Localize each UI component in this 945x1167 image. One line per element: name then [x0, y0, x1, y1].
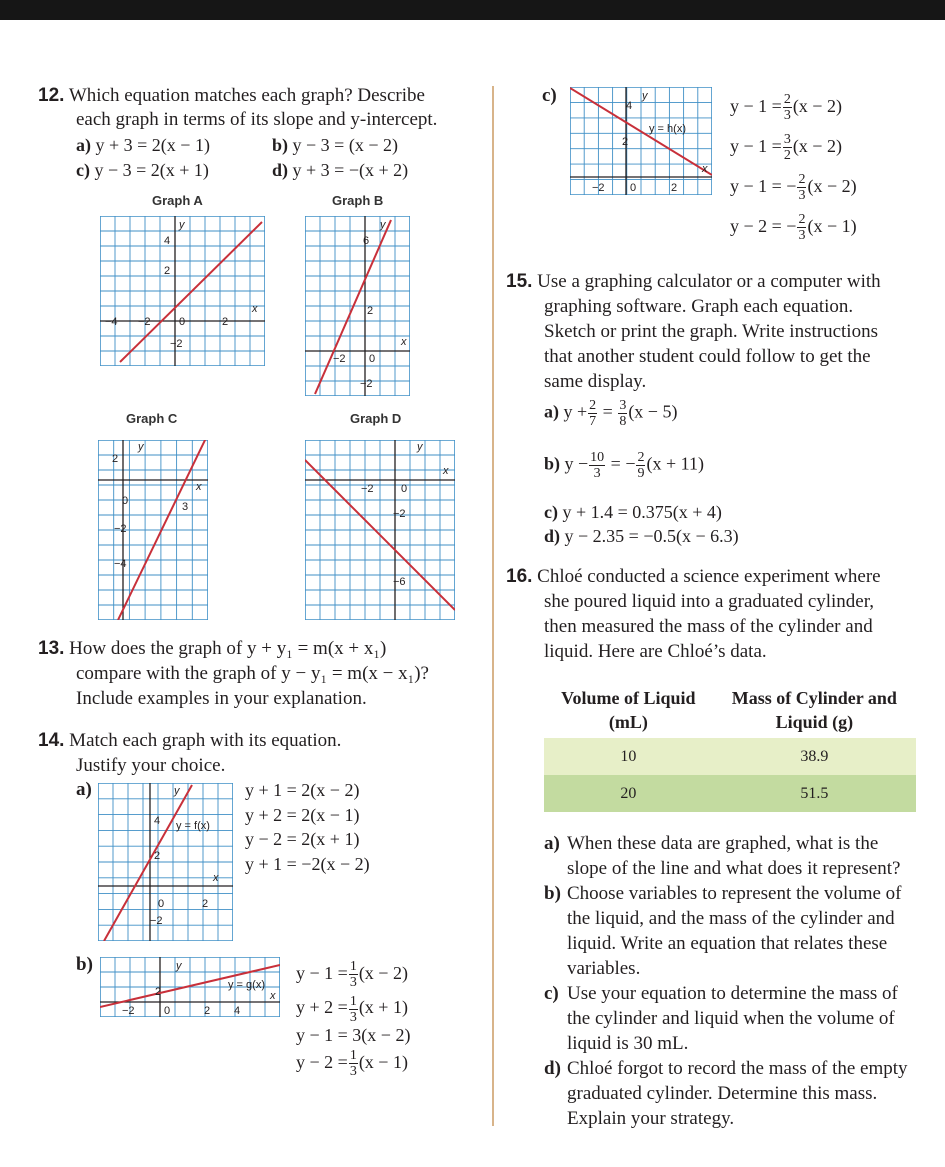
question-text: she poured liquid into a graduated cylinder, — [544, 591, 875, 612]
tick-label: −2 — [361, 483, 374, 495]
tick-label: −2 — [592, 182, 605, 194]
question-text: then measured the mass of the cylinder and — [544, 616, 873, 637]
option-a: a) y + $\frac{2}{7}$ = $\frac{3}{8}$ (x − 5) — [544, 398, 678, 429]
tick-label: 2 — [671, 182, 678, 194]
question-number: 16. — [506, 566, 533, 587]
part-label: a) — [76, 779, 92, 800]
option-c: c) y + 1.4 = 0.375(x + 4) — [544, 502, 722, 522]
tick-label: 0 — [122, 495, 129, 507]
equation-list-14c — [730, 86, 857, 246]
tick-label: −6 — [393, 576, 406, 588]
option-d — [272, 160, 408, 181]
tick-label: 2 — [155, 986, 162, 998]
axis-label-y: y — [642, 90, 648, 102]
fraction: $\frac{1}{3}$ — [349, 993, 357, 1025]
question-14 — [38, 729, 341, 754]
fraction: $\frac{2}{3}$ — [798, 172, 806, 204]
option-c — [76, 160, 209, 181]
axis-label-x: x — [443, 465, 449, 477]
equation-list-14b — [296, 956, 410, 1079]
question-text: each graph in terms of its slope and y-intercept. — [76, 109, 438, 130]
question-text: compare with the graph of y − y₁ = m(x − x₁)? — [76, 663, 429, 684]
equation-choice: y − 2 = 2(x + 1) — [245, 829, 360, 849]
axis-label-y: y — [417, 441, 423, 453]
graph-14a — [98, 783, 233, 941]
equation-choice: y − 1 = $\frac{1}{3}$ (x − 2) — [296, 959, 408, 991]
fraction: $\frac{2}{3}$ — [783, 92, 791, 124]
option-b: b) y − $\frac{10}{3}$ = − $\frac{2}{9}$ (x + 11) — [544, 450, 704, 481]
tick-label: 0 — [630, 182, 637, 194]
axis-label-y: y — [174, 785, 180, 797]
question-text: Chloé conducted a science experiment where — [537, 566, 881, 587]
question-text: Match each graph with its equation. — [69, 730, 342, 751]
part-b: b) Choose variables to represent the volume of the liquid, and the mass of the cylinder and liquid. Write an equation that relates these variables. — [544, 883, 902, 979]
fraction: $\frac{2}{3}$ — [798, 212, 806, 244]
fraction: $\frac{3}{8}$ — [619, 398, 627, 429]
table-row — [544, 738, 916, 775]
top-bar — [0, 0, 945, 20]
tick-label: 4 — [154, 815, 161, 827]
tick-label: 0 — [164, 1005, 171, 1017]
axis-label-y: y — [138, 441, 144, 453]
equation-choice: y − 1 = $\frac{3}{2}$ (x − 2) — [730, 132, 842, 164]
tick-label: 2 — [204, 1005, 211, 1017]
grid — [305, 440, 455, 620]
tick-label: −2 — [333, 353, 346, 365]
fraction: $\frac{10}{3}$ — [590, 450, 605, 481]
question-15 — [506, 270, 881, 295]
axis-label-x: x — [401, 336, 407, 348]
graph-c-title: Graph C — [126, 411, 178, 426]
graph-a — [100, 216, 265, 366]
graph-d — [305, 440, 455, 620]
equation-choice: y − 2 = $\frac{1}{3}$ (x − 1) — [296, 1048, 408, 1080]
option-label: b) — [272, 135, 289, 155]
graph-d-title: Graph D — [350, 411, 402, 426]
tick-label: 2 — [154, 850, 161, 862]
graph-line — [120, 222, 262, 362]
question-text: Include examples in your explanation. — [76, 688, 367, 709]
part-c: c) Use your equation to determine the mass of the cylinder and liquid when the volume of liquid is 30 mL. — [544, 983, 898, 1054]
equation-choice: y − 1 = $\frac{2}{3}$ (x − 2) — [730, 92, 842, 124]
tick-label: 2 — [222, 316, 229, 328]
question-number: 13. — [38, 638, 65, 659]
table-header-row — [544, 682, 916, 738]
question-text: Sketch or print the graph. Write instructions — [544, 321, 878, 342]
equation-choice: y − 2 = − $\frac{2}{3}$ (x − 1) — [730, 212, 857, 244]
function-label: y = g(x) — [228, 979, 265, 991]
tick-label: −2 — [122, 1005, 135, 1017]
tick-label: −2 — [170, 338, 183, 350]
option-label: a) — [76, 135, 91, 155]
question-13 — [38, 637, 386, 662]
tick-label: 0 — [179, 316, 186, 328]
tick-label: −2 — [393, 508, 406, 520]
question-text: How does the graph of y + y₁ = m(x + x₁) — [69, 638, 387, 659]
fraction: $\frac{2}{9}$ — [637, 450, 645, 481]
option-equation: y − 3 = (x − 2) — [292, 135, 398, 155]
tick-label: 3 — [182, 501, 189, 513]
question-text: graphing software. Graph each equation. — [544, 296, 854, 317]
part-a: a) When these data are graphed, what is the slope of the line and what does it represent? — [544, 833, 901, 879]
option-d: d) y − 2.35 = −0.5(x − 6.3) — [544, 526, 739, 546]
axis-label-y: y — [176, 960, 182, 972]
question-text: liquid. Here are Chloé’s data. — [544, 641, 767, 662]
part-label: b) — [76, 954, 93, 975]
grid — [305, 216, 410, 396]
fraction: $\frac{1}{3}$ — [349, 959, 357, 991]
question-text: that another student could follow to get the — [544, 346, 871, 367]
tick-label: 2 — [367, 305, 374, 317]
column-rule — [492, 86, 494, 1126]
question-12 — [38, 84, 425, 109]
tick-label: 2 — [202, 898, 209, 910]
graph-a-title: Graph A — [152, 193, 203, 208]
equation-choice: y + 2 = 2(x − 1) — [245, 804, 360, 825]
option-label: c) — [76, 160, 90, 180]
question-number: 14. — [38, 730, 65, 751]
fraction: $\frac{2}{7}$ — [589, 398, 597, 429]
fraction: $\frac{3}{2}$ — [783, 132, 791, 164]
equation-choice: y + 1 = 2(x − 2) — [245, 780, 360, 800]
table-cell: 20 — [544, 775, 713, 812]
tick-label: 0 — [369, 353, 376, 365]
tick-label: 0 — [401, 483, 408, 495]
graph-14c — [570, 87, 712, 195]
equation-choice: y + 2 = $\frac{1}{3}$ (x + 1) — [296, 993, 408, 1025]
graph-line — [104, 785, 192, 941]
function-label: y = f(x) — [176, 820, 210, 832]
axis-label-x: x — [196, 481, 202, 493]
fraction: $\frac{1}{3}$ — [349, 1048, 357, 1080]
graph-b-title: Graph B — [332, 193, 384, 208]
axis-label-x: x — [702, 163, 708, 175]
q16-parts — [544, 831, 924, 1131]
tick-label: −2 — [150, 915, 163, 927]
tick-label: 4 — [234, 1005, 241, 1017]
tick-label: −4 — [105, 316, 118, 328]
axis-label-x: x — [213, 872, 219, 884]
tick-label: 2 — [164, 265, 171, 277]
table-header: Mass of Cylinder and Liquid (g) — [731, 688, 897, 732]
graph-b — [305, 216, 410, 396]
tick-label: −2 — [114, 523, 127, 535]
equation-list-14a — [245, 778, 370, 876]
option-equation: y + 3 = 2(x − 1) — [95, 135, 210, 155]
equation-choice: y − 1 = − $\frac{2}{3}$ (x − 2) — [730, 172, 857, 204]
question-16 — [506, 565, 881, 590]
tick-label: −4 — [114, 558, 127, 570]
tick-label: 4 — [164, 235, 171, 247]
part-label: c) — [542, 85, 557, 106]
option-equation: y − 3 = 2(x + 1) — [94, 160, 209, 180]
option-a — [76, 135, 210, 156]
data-table — [544, 682, 916, 812]
function-label: y = h(x) — [649, 123, 686, 135]
table-cell: 10 — [544, 738, 713, 775]
table-row — [544, 775, 916, 812]
question-text: same display. — [544, 371, 647, 392]
axis-label-x: x — [252, 303, 258, 315]
table-header: Volume of Liquid (mL) — [561, 688, 696, 732]
axis-label-x: x — [270, 990, 276, 1002]
graph-14b — [100, 957, 280, 1017]
axis-label-y: y — [179, 219, 185, 231]
option-equation: y + 3 = −(x + 2) — [292, 160, 409, 180]
option-label: d) — [272, 160, 289, 180]
equation-choice: y − 1 = 3(x − 2) — [296, 1024, 411, 1045]
question-number: 15. — [506, 271, 533, 292]
tick-label: −2 — [360, 378, 373, 390]
question-number: 12. — [38, 85, 65, 106]
table-cell: 51.5 — [713, 775, 916, 812]
question-text: Justify your choice. — [76, 755, 226, 776]
axis-label-y: y — [380, 219, 386, 231]
option-b — [272, 135, 398, 156]
equation-choice: y + 1 = −2(x − 2) — [245, 853, 370, 874]
part-d: d) Chloé forgot to record the mass of the empty graduated cylinder. Determine this mass. Explain your strategy. — [544, 1058, 908, 1129]
tick-label: 4 — [626, 100, 633, 112]
grid — [570, 87, 712, 195]
table-cell: 38.9 — [713, 738, 916, 775]
tick-label: 2 — [622, 136, 629, 148]
question-text: Use a graphing calculator or a computer with — [537, 271, 881, 292]
tick-label: −2 — [138, 316, 151, 328]
graph-c — [98, 440, 208, 620]
tick-label: 0 — [158, 898, 165, 910]
question-text: Which equation matches each graph? Describe — [68, 85, 425, 106]
tick-label: 6 — [363, 235, 370, 247]
tick-label: 2 — [112, 453, 119, 465]
